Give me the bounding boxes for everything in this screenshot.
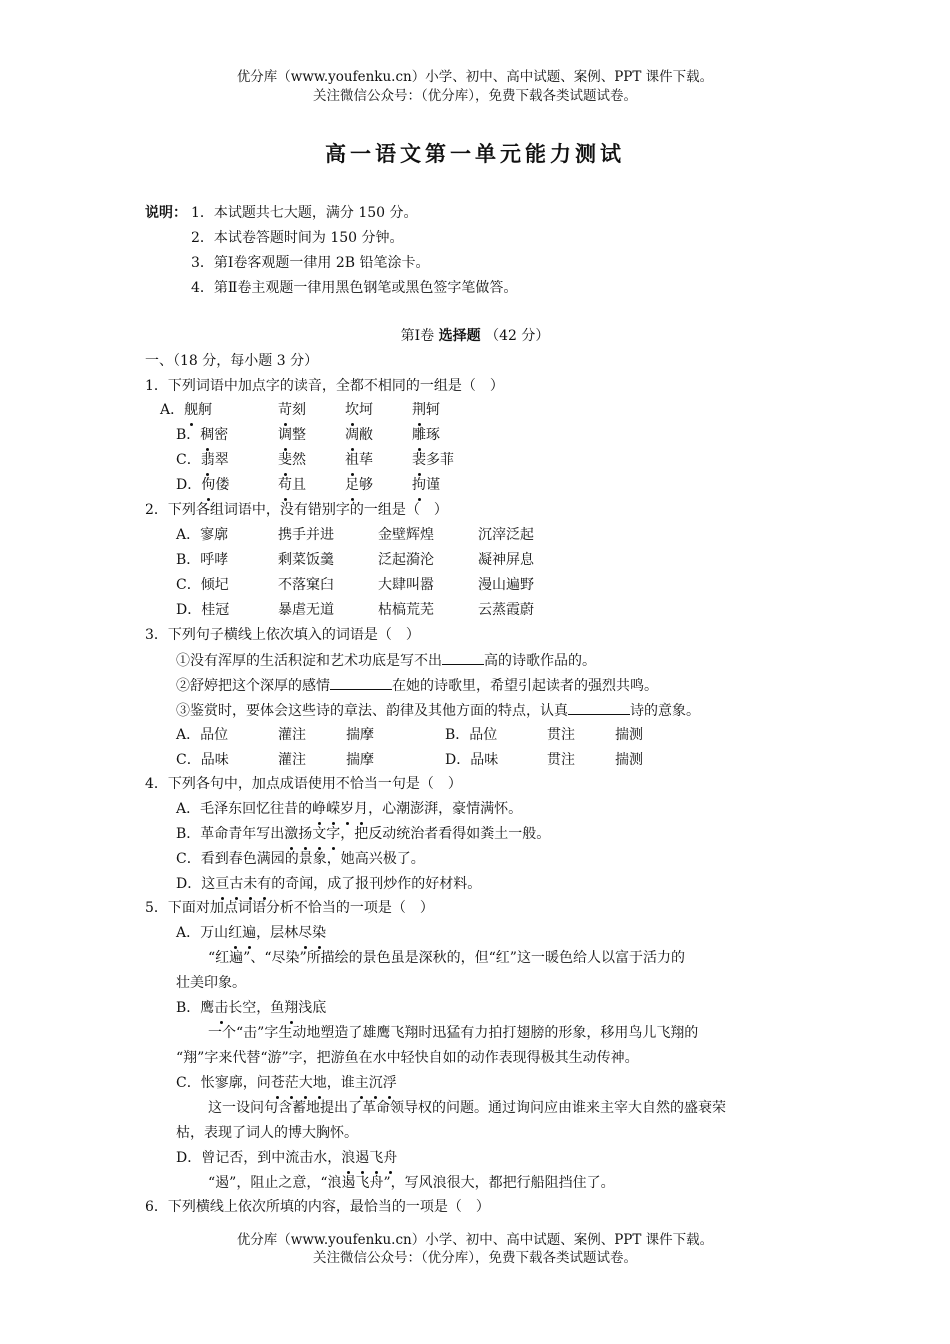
option-word: 携手并进 (278, 527, 334, 543)
dotted-char (201, 452, 215, 468)
option-letter: C． (176, 752, 201, 768)
q3-option-d (445, 750, 643, 770)
option-word: 寥廓 (200, 527, 229, 543)
option-word: 漫山遍野 (478, 577, 534, 593)
q2-option-d (176, 600, 534, 620)
dotted-keyword (214, 1000, 228, 1016)
q5-explanation-line: 枯，表现了词人的博大胸怀。 (176, 1125, 358, 1141)
option-word: 沉滓泛起 (478, 527, 534, 543)
emphasis-char: 主 (354, 1075, 369, 1091)
option-word (278, 425, 306, 445)
emphasis-char: 未 (243, 876, 258, 892)
q5-stem: 5．下面对加点词语分析不恰当的一项是（ ） (145, 900, 434, 916)
q3-option-b (445, 725, 643, 745)
emphasis-char: 雕 (412, 427, 426, 443)
dotted-idiom (215, 876, 271, 892)
option-word (345, 400, 373, 420)
emphasis-char: 稠 (200, 427, 215, 443)
dotted-char (412, 402, 426, 418)
emphasis-char: 苛 (278, 402, 292, 418)
emphasis-char: 古 (229, 876, 244, 892)
q5-explanation-line: 一个“击”字生动地塑造了雄鹰飞翔时迅猛有力拍打翅膀的形象，移用鸟儿飞翔的 (208, 1025, 699, 1041)
dotted-char (345, 402, 359, 418)
emphasis-char: 翔 (284, 1000, 299, 1016)
page-footer-line2: 关注微信公众号：（优分库），免费下载各类试题试卷。 (313, 1250, 637, 1266)
phrase-mid: ，层林 (256, 925, 299, 941)
option-word: 品位 (200, 727, 229, 743)
dotted-char (200, 427, 214, 443)
page-header-line1: 优分库（www.youfenku.cn）小学、初中、高中试题、案例、PPT 课件下载。 (236, 69, 714, 85)
option-letter: A． (176, 801, 201, 817)
option-word (412, 450, 454, 470)
dotted-char (278, 402, 292, 418)
dotted-idiom (284, 826, 340, 842)
option-letter: C． (176, 851, 201, 867)
option-letter: C． (176, 577, 201, 593)
word-rest: 然 (292, 452, 306, 468)
q5-explanation-line: “遏”，阻止之意，“浪遏飞舟”，写风浪很大，都把行船阻挡住了。 (208, 1175, 615, 1191)
option-word (345, 450, 373, 470)
word-rest: 谨 (426, 477, 440, 493)
q6-stem: 6．下列横线上依次所填的内容，最恰当的一项是（ ） (145, 1199, 490, 1215)
emphasis-char: 大 (298, 1075, 313, 1091)
q4-option-b (176, 824, 550, 844)
emphasis-char: 遍 (242, 925, 257, 941)
phrase-pre: 怅寥廓，问 (200, 1075, 271, 1091)
notes-label: 说明： (145, 205, 187, 221)
dotted-keyword (298, 925, 326, 941)
option-letter: B． (176, 552, 201, 568)
option-word: 桂冠 (201, 602, 230, 618)
emphasis-char: 裴 (412, 452, 426, 468)
option-word: 品味 (200, 752, 229, 768)
dotted-char (345, 427, 359, 443)
sentence-post: ，把反动统治者看得如粪土一般。 (340, 826, 551, 842)
q3-sentence-3: ③鉴赏时，要体会这些诗的章法、韵律及其他方面的特点，认真 诗的意象。 (176, 700, 700, 721)
option-word: 凝神屏息 (478, 552, 534, 568)
option-word (345, 475, 373, 495)
word-rest: 刻 (292, 402, 306, 418)
option-word: 云蒸霞蔚 (478, 602, 534, 618)
emphasis-char: 坎 (345, 402, 359, 418)
option-word: 揣摩 (346, 752, 374, 768)
q2-option-a (176, 525, 534, 545)
word-rest: 密 (214, 427, 229, 443)
dotted-char (278, 452, 292, 468)
q5-explanation-line: “翔”字来代替“游”字，把游鱼在水中轻快自如的动作表现得极其生动传神。 (176, 1050, 639, 1066)
option-word-first (201, 477, 229, 493)
emphasis-char: 拘 (412, 477, 426, 493)
phrase-post: 浅底 (298, 1000, 327, 1016)
emphasis-char: 舰 (184, 402, 199, 418)
sentence-post: 的奇闻，成了报刊炒作的好材料。 (271, 876, 482, 892)
q5-explanation-line: 这一设问句含蓄地提出了革命领导权的问题。通过询问应由谁来主宰大自然的盛衰荣 (208, 1100, 726, 1116)
emphasis-char: 斐 (278, 452, 292, 468)
part1-heading: 第Ⅰ卷 选择题 （42 分） (400, 328, 550, 344)
option-word: 揣测 (615, 727, 643, 743)
q1-option-b (176, 425, 440, 445)
option-word (412, 475, 440, 495)
dotted-keyword (355, 1075, 397, 1091)
word-rest: 轲 (426, 402, 440, 418)
emphasis-char: 佝 (201, 477, 216, 493)
emphasis-char: 文 (312, 826, 327, 842)
q1-option-a (160, 400, 440, 420)
q5-explanation-line: “红遍”、“尽染”所描绘的景色虽是深秋的，但“红”这一暖色给人以富于活力的 (208, 950, 685, 966)
emphasis-char: 亘 (215, 876, 230, 892)
option-word: 剩菜饭羹 (278, 552, 334, 568)
option-word: 泛起漪沦 (378, 552, 434, 568)
option-word-first (200, 427, 228, 443)
dotted-char (278, 477, 292, 493)
dotted-keyword (284, 1000, 298, 1016)
word-rest: 偻 (215, 477, 230, 493)
emphasis-char: 扬 (298, 826, 313, 842)
option-word: 倾圮 (200, 577, 229, 593)
phrase-pre: 万山 (200, 925, 229, 941)
emphasis-char: 遏 (355, 1150, 370, 1166)
emphasis-char: 浮 (382, 1075, 397, 1091)
emphasis-char: 茫 (284, 1075, 299, 1091)
option-letter: D． (176, 477, 202, 493)
sentence-pre: 这 (201, 876, 216, 892)
option-letter: D． (176, 1150, 202, 1166)
exam-title: 高一语文第一单元能力测试 (325, 141, 625, 166)
sentence-post: ，心潮澎湃，豪情满怀。 (368, 801, 523, 817)
option-letter: B． (176, 1000, 201, 1016)
emphasis-char: 有 (257, 876, 272, 892)
word-rest: 整 (292, 427, 306, 443)
emphasis-char: 地 (312, 1075, 327, 1091)
q4-stem: 4．下列各句中，加点成语使用不恰当一句是（ ） (145, 776, 462, 792)
note-item: 2．本试卷答题时间为 150 分钟。 (191, 230, 404, 246)
sentence-pre: 革命青年写出 (200, 826, 285, 842)
q3-sentence-2: ②舒婷把这个深厚的感情 在她的诗歌里，希望引起读者的强烈共鸣。 (176, 675, 658, 696)
q1-stem: 1．下列词语中加点字的读音，全都不相同的一组是（ ） (145, 378, 504, 394)
option-word: 揣摩 (346, 727, 374, 743)
word-rest: 敝 (359, 427, 373, 443)
option-letter: D． (445, 752, 471, 768)
dotted-char (412, 477, 426, 493)
note-item: 3．第Ⅰ卷客观题一律用 2B 铅笔涂卡。 (191, 255, 430, 271)
q1-option-c (176, 450, 454, 470)
emphasis-char: 峥 (312, 801, 327, 817)
q4-option-c (176, 849, 425, 869)
word-rest: 翠 (214, 452, 229, 468)
emphasis-char: 击 (214, 1000, 229, 1016)
option-word: 金壁辉煌 (378, 527, 434, 543)
option-letter: C． (176, 1075, 201, 1091)
emphasis-char: 沉 (368, 1075, 383, 1091)
q4-option-d (176, 874, 481, 894)
phrase-mid: 长空，鱼 (228, 1000, 285, 1016)
phrase-pre: 鹰 (200, 1000, 215, 1016)
option-word: 灌注 (278, 727, 306, 743)
emphasis-char: 苍 (270, 1075, 285, 1091)
emphasis-char: 调 (278, 427, 292, 443)
emphasis-char: 飞 (369, 1150, 384, 1166)
option-word: 品味 (470, 752, 499, 768)
dotted-char (412, 452, 426, 468)
option-letter: B． (445, 727, 470, 743)
option-word (278, 400, 306, 420)
emphasis-char: 激 (284, 826, 299, 842)
word-rest: 舸 (198, 402, 213, 418)
option-word-first (201, 452, 229, 468)
option-letter: B． (176, 427, 201, 443)
emphasis-char: 苟 (278, 477, 292, 493)
option-letter: A． (176, 925, 201, 941)
option-letter: C． (176, 452, 201, 468)
option-word: 呼哮 (200, 552, 229, 568)
dotted-char (345, 477, 359, 493)
option-word: 灌注 (278, 752, 306, 768)
phrase-pre: 曾记否，到中流击水， (201, 1150, 342, 1166)
dotted-char (345, 452, 359, 468)
emphasis-char: 足 (345, 477, 359, 493)
note-item: 1．本试题共七大题，满分 150 分。 (191, 205, 418, 221)
sentence-pre: 看到春色满园的景象，她高兴极了。 (200, 851, 425, 867)
option-letter: B． (176, 826, 201, 842)
q5-explanation-line: 壮美印象。 (176, 975, 246, 991)
option-letter: A． (176, 527, 201, 543)
dotted-char (278, 427, 292, 443)
option-word: 暴虐无道 (278, 602, 334, 618)
dotted-char (184, 402, 198, 418)
option-word: 贯注 (547, 752, 575, 768)
option-word-first (184, 402, 212, 418)
dotted-keyword (271, 1075, 327, 1091)
section1-heading: 一、（18 分，每小题 3 分） (145, 353, 319, 369)
q3-sentence-1: ①没有浑厚的生活积淀和艺术功底是写不出 高的诗歌作品的。 (176, 650, 596, 671)
option-letter: D． (176, 602, 202, 618)
sentence-pre: 毛泽东回忆往昔的 (200, 801, 313, 817)
emphasis-char: 尽 (298, 925, 313, 941)
dotted-keyword (341, 1150, 397, 1166)
q3-option-a (176, 725, 374, 745)
option-word: 不落窠臼 (278, 577, 334, 593)
option-word: 枯槁荒芜 (378, 602, 434, 618)
q2-option-c (176, 575, 534, 595)
phrase-mid: ，谁 (326, 1075, 355, 1091)
option-word: 揣测 (615, 752, 643, 768)
dotted-idiom (312, 801, 368, 817)
q5-option-a (176, 923, 326, 943)
emphasis-char: 红 (228, 925, 243, 941)
emphasis-char: 翡 (200, 452, 215, 468)
word-rest: 荜 (359, 452, 373, 468)
emphasis-char: 舟 (383, 1150, 398, 1166)
q4-option-a (176, 799, 522, 819)
word-rest: 多菲 (426, 452, 454, 468)
dotted-char (412, 427, 426, 443)
page-header-line2: 关注微信公众号：（优分库），免费下载各类试题试卷。 (313, 88, 637, 104)
q5-option-b (176, 998, 326, 1018)
emphasis-char: 浪 (341, 1150, 356, 1166)
option-word: 品位 (469, 727, 498, 743)
option-word (345, 425, 373, 445)
q2-option-b (176, 550, 534, 570)
option-word (278, 450, 306, 470)
option-word: 大肆叫嚣 (378, 577, 434, 593)
q1-option-d (176, 475, 440, 495)
q3-option-c (176, 750, 374, 770)
dotted-keyword (228, 925, 256, 941)
emphasis-char: 祖 (345, 452, 359, 468)
option-word (278, 475, 306, 495)
dotted-char (201, 477, 215, 493)
word-rest: 坷 (359, 402, 373, 418)
word-rest: 琢 (426, 427, 440, 443)
word-rest: 够 (359, 477, 373, 493)
option-word: 贯注 (547, 727, 575, 743)
q5-option-c (176, 1073, 397, 1093)
option-letter: D． (176, 876, 202, 892)
emphasis-char: 岁 (340, 801, 355, 817)
q5-option-d (176, 1148, 397, 1168)
option-word (412, 400, 440, 420)
emphasis-char: 月 (354, 801, 369, 817)
option-letter: A． (176, 727, 201, 743)
q3-stem: 3．下列句子横线上依次填入的词语是（ ） (145, 627, 420, 643)
q2-stem: 2．下列各组词语中，没有错别字的一组是（ ） (145, 502, 448, 518)
emphasis-char: 荆 (412, 402, 426, 418)
page-footer-line1: 优分库（www.youfenku.cn）小学、初中、高中试题、案例、PPT 课件下载。 (236, 1232, 714, 1248)
option-word (412, 425, 440, 445)
note-item: 4．第Ⅱ卷主观题一律用黑色钢笔或黑色签字笔做答。 (191, 280, 518, 296)
emphasis-char: 染 (312, 925, 327, 941)
word-rest: 且 (292, 477, 306, 493)
emphasis-char: 字 (326, 826, 341, 842)
emphasis-char: 凋 (345, 427, 359, 443)
option-letter: A． (160, 402, 185, 418)
emphasis-char: 嵘 (326, 801, 341, 817)
